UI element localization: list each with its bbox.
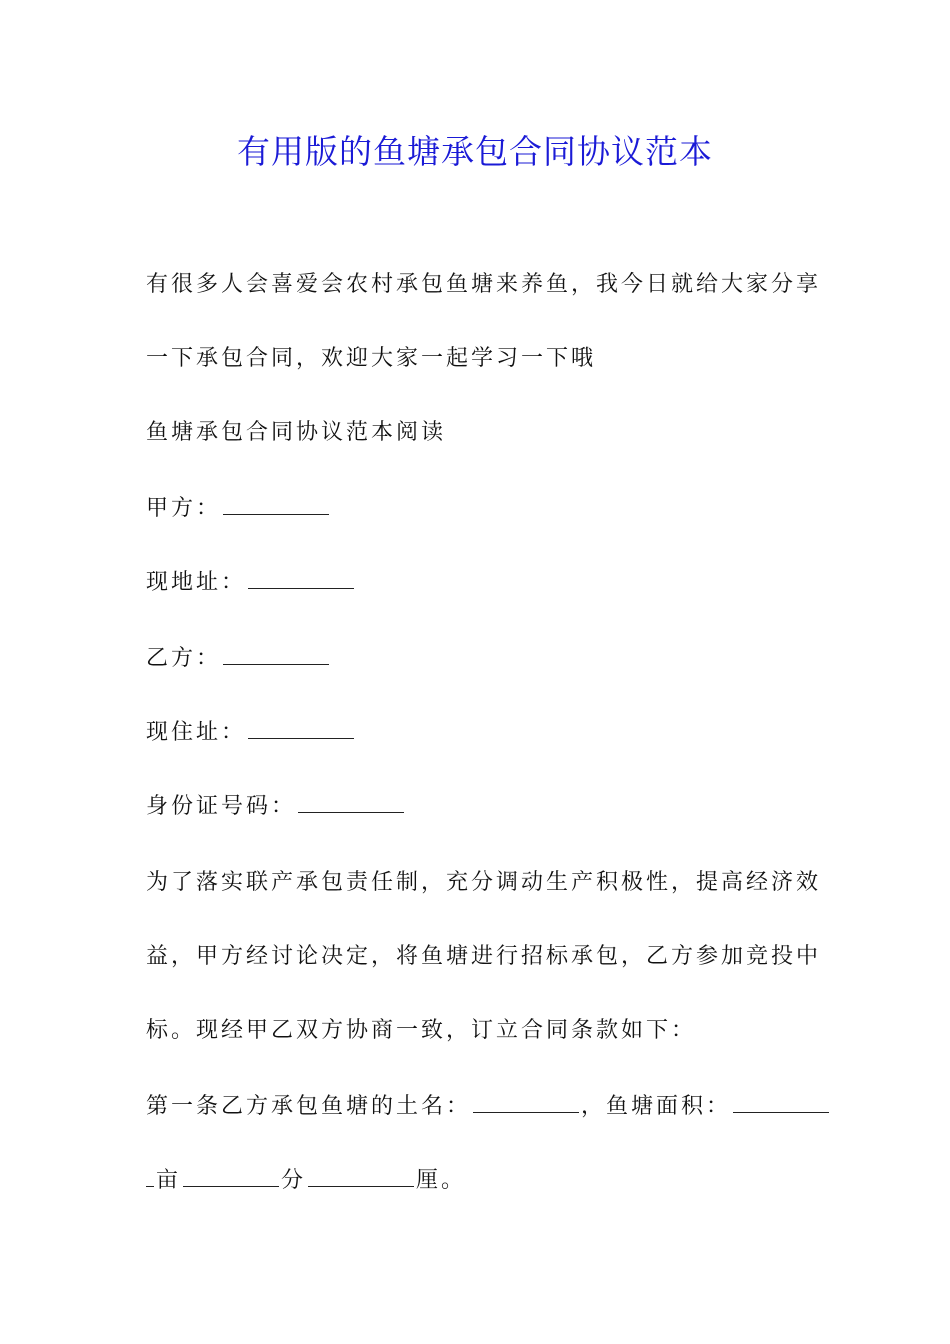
id-number-blank	[298, 790, 404, 813]
intro-paragraph-line-2: 一下承包合同，欢迎大家一起学习一下哦	[146, 346, 597, 371]
intro-paragraph-line-1: 有很多人会喜爱会农村承包鱼塘来养鱼，我今日就给大家分享	[146, 272, 822, 297]
pond-area-blank-cont	[146, 1164, 154, 1187]
party-a-field	[146, 492, 331, 526]
article-1-line-2	[146, 1164, 466, 1198]
party-a-label: 甲方：	[146, 496, 222, 521]
article-1-line-1	[146, 1090, 831, 1124]
current-address-label: 现地址：	[146, 570, 247, 595]
residence-address-label: 现住址：	[146, 720, 247, 745]
current-address-blank	[248, 566, 354, 589]
residence-address-field	[146, 716, 356, 750]
party-a-blank	[223, 492, 329, 515]
party-b-label: 乙方：	[146, 646, 222, 671]
purpose-paragraph-line-1: 为了落实联产承包责任制，充分调动生产积极性，提高经济效	[146, 870, 822, 895]
id-number-field	[146, 790, 406, 824]
unit-fen: 分	[281, 1168, 307, 1193]
article-1-mid: ，鱼塘面积：	[581, 1094, 732, 1119]
purpose-paragraph-line-2: 益，甲方经讨论决定，将鱼塘进行招标承包，乙方参加竞投中	[146, 944, 822, 969]
article-1-prefix: 第一条乙方承包鱼塘的土名：	[146, 1094, 472, 1119]
party-b-blank	[223, 642, 329, 665]
unit-mu: 亩	[156, 1168, 182, 1193]
li-blank	[308, 1164, 414, 1187]
purpose-paragraph-line-3: 标。现经甲乙双方协商一致，订立合同条款如下：	[146, 1018, 697, 1043]
pond-name-blank	[473, 1090, 579, 1113]
current-address-field	[146, 566, 356, 600]
residence-address-blank	[248, 716, 354, 739]
unit-li: 厘。	[416, 1168, 467, 1193]
fen-blank	[183, 1164, 279, 1187]
pond-area-blank	[733, 1090, 829, 1113]
section-subtitle: 鱼塘承包合同协议范本阅读	[146, 420, 447, 445]
id-number-label: 身份证号码：	[146, 794, 297, 819]
party-b-field	[146, 642, 331, 676]
document-title: 有用版的鱼塘承包合同协议范本	[237, 132, 713, 171]
